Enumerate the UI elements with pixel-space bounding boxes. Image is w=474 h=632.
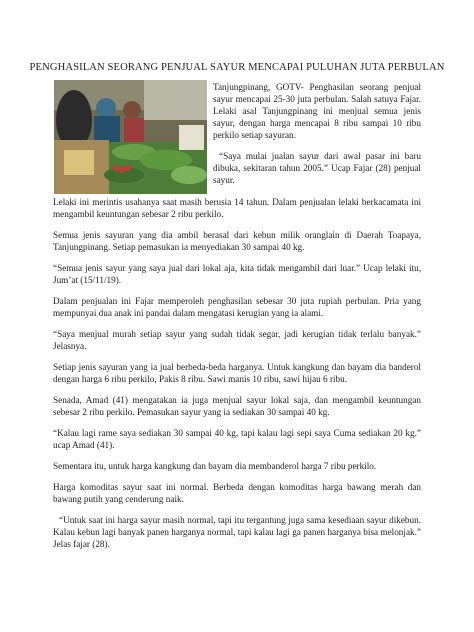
market-vegetable-photo <box>54 80 207 194</box>
body-paragraph: “Semua jenis sayur yang saya jual dari lokal aja, kita tidak mengambil dari luar.” Ucap lelaki itu, Jum’at (15/11/19). <box>53 263 421 285</box>
body-paragraph: “Untuk saat ini harga sayur masih normal, tapi itu tergantung juga sama kesediaan sayur dikebun. Kalau kebun lagi banyak panen harganya normal, tapi kalau lagi ga panen harganya bisa melonjak.” Jelas fajar (28). <box>53 515 421 549</box>
body-paragraph: Semua jenis sayuran yang dia ambil berasal dari kebun milik oranglain di Daerah Toapaya, Tanjungpinang. Setiap pemasukan ia menyediakan 30 sampai 40 kg. <box>53 230 421 252</box>
body-paragraph: Dalam penjualan ini Fajar memperoleh penghasilan sebesar 30 juta rupiah perbulan. Pria yang mempunyai dua anak ini pandai dalam mengatasi kerugian yang ia alami. <box>53 296 421 318</box>
body-paragraph: Sementara itu, untuk harga kangkung dan bayam dia membanderol harga 7 ribu perkilo. <box>53 461 377 471</box>
lead-paragraph: Tanjungpinang, GOTV- Penghasilan seorang penjual sayur mencapai 25-30 juta perbulan. Salah satuya Fajar. Lelaki asal Tanjungpinang ini menjual semua jenis sayur, dengan harga mencapai 8 ribu sampai 10 ribu perkilo setiap sayuran. <box>213 82 421 140</box>
lead-text <box>213 81 421 195</box>
article-title: PENGHASILAN SEORANG PENJUAL SAYUR MENCAPAI PULUHAN JUTA PERBULAN <box>29 62 445 73</box>
article-body <box>53 196 421 559</box>
lead-paragraph: “Saya mulai jualan sayur dari awal pasar ini baru dibuka, sekitaran tahun 2005.” Ucap Fajar (28) penjual sayur. <box>213 151 421 185</box>
body-paragraph: Setiap jenis sayuran yang ia jual berbeda-beda harganya. Untuk kangkung dan bayam dia banderol dengan harga 6 ribu perkilo, Pakis 8 ribu. Sawi manis 10 ribu, sawi hijau 6 ribu. <box>53 362 421 384</box>
body-paragraph: “Saya menjual murah setiap sayur yang sudah tidak segar, jadi kerugian tidak terlalu banyak.” Jelasnya. <box>53 329 421 351</box>
body-paragraph: “Kalau lagi rame saya sediakan 30 sampai 40 kg, tapi kalau lagi sepi saya Cuma sediakan 20 kg.” ucap Amad (41). <box>53 428 421 450</box>
body-paragraph: Lelaki ini merintis usahanya saat masih berusia 14 tahun. Dalam penjualan lelaki berkacamata ini mengambil keuntungan sebesar 2 ribu perkilo. <box>53 197 421 219</box>
body-paragraph: Senada, Amad (41) mengatakan ia juga menjual sayur lokal saja, dan mengambil keuntungan sebesar 2 ribu perkilo. Pemasukan sayur yang ia sediakan 30 sampai 40 kg. <box>53 395 421 417</box>
body-paragraph: Harga komoditas sayur saat ini normal. Berbeda dengan komoditas harga bawang merah dan bawang putih yang cenderung naik. <box>53 482 421 504</box>
